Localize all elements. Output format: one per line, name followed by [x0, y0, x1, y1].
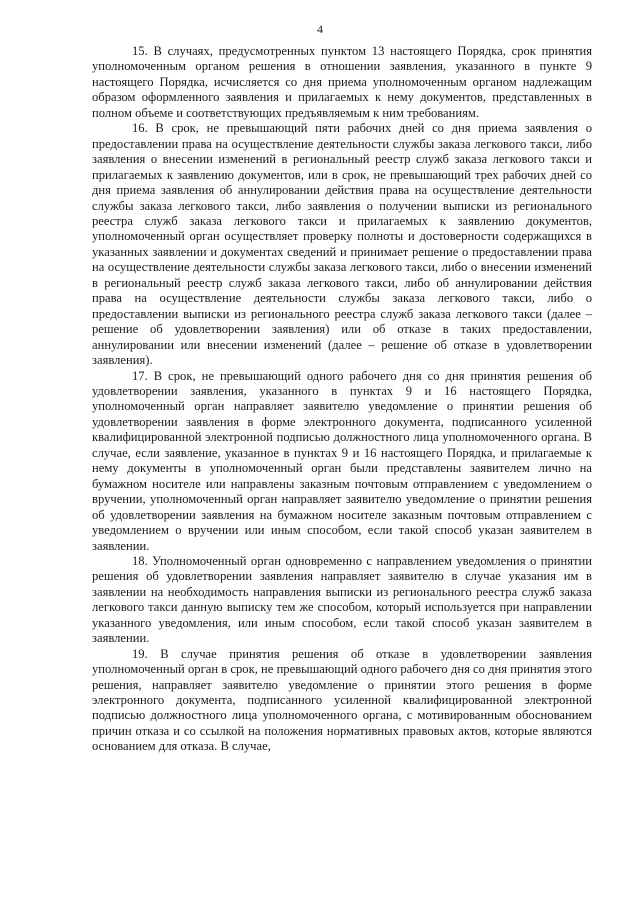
paragraph-17: 17. В срок, не превышающий одного рабочего дня со дня принятия решения об удовлетворении заявления, указанного в пунктах 9 и 16 настоящего Порядка, уполномоченный орган направляет заявителю уведомление о принятии решения об удовлетворении заявления в форме электронного документа, подписанного усиленной квалифицированной электронной подписью должностного лица уполномоченного органа. В случае, если заявление, указанное в пунктах 9 и 16 настоящего Порядка, и прилагаемые к нему документы в уполномоченный орган были представлены заявителем лично на бумажном носителе или направлены заказным почтовым отправлением с уведомлением о вручении, уполномоченный орган направляет заявителю уведомление о принятии решения об удовлетворении заявления на бумажном носителе заказным почтовым отправлением с уведомлением о вручении или иным способом, если такой способ указан заявителем в заявлении. — [92, 368, 592, 553]
paragraph-18: 18. Уполномоченный орган одновременно с направлением уведомления о принятии решения об удовлетворении заявления направляет заявителю в случае указания им в заявлении на необходимость направления выписки из регионального реестра служб заказа легкового такси данную выписку тем же способом, который используется при направлении указанного уведомления, или иным способом, если такой способ указан заявителем в заявлении. — [92, 553, 592, 646]
document-body — [92, 44, 592, 755]
paragraph-16: 16. В срок, не превышающий пяти рабочих дней со дня приема заявления о предоставлении права на осуществление деятельности службы заказа легкового такси, либо заявления о внесении изменений в региональный реестр служб заказа легкового такси и прилагаемых к заявлению документов, или в срок, не превышающий трех рабочих дней со дня приема заявления об аннулировании действия права на осуществление деятельности службы заказа легкового такси, либо заявления о получении выписки из регионального реестра служб заказа легкового такси и прилагаемых к заявлению документов, уполномоченный орган осуществляет проверку полноты и достоверности содержащихся в указанных заявлении и документах сведений и принимает решение о предоставлении права на осуществление деятельности службы заказа легкового такси, либо о внесении изменений в региональный реестр служб заказа легкового такси, либо об аннулировании действия права на осуществление деятельности службы заказа легкового такси, либо о предоставлении выписки из регионального реестра служб заказа легкового такси (далее – решение об удовлетворении заявления) или об отказе в таких предоставлении, аннулировании или внесении изменений (далее – решение об отказе в удовлетворении заявления). — [92, 121, 592, 368]
page-number: 4 — [317, 22, 323, 36]
paragraph-19: 19. В случае принятия решения об отказе в удовлетворении заявления уполномоченный орган в срок, не превышающий одного рабочего дня со дня принятия этого решения, направляет заявителю уведомление о принятии этого решения в форме электронного документа, подписанного усиленной квалифицированной электронной подписью должностного лица уполномоченного органа, с мотивированным обоснованием причин отказа и со ссылкой на положения нормативных правовых актов, которые являются основанием для отказа. В случае, — [92, 646, 592, 754]
paragraph-15: 15. В случаях, предусмотренных пунктом 13 настоящего Порядка, срок принятия уполномоченным органом решения в отношении заявления, указанного в пункте 9 настоящего Порядка, исчисляется со дня приема уполномоченным органом надлежащим образом оформленного заявления и прилагаемых к нему документов, представленных в полном объеме и соответствующих предъявляемым к ним требованиям. — [92, 44, 592, 120]
